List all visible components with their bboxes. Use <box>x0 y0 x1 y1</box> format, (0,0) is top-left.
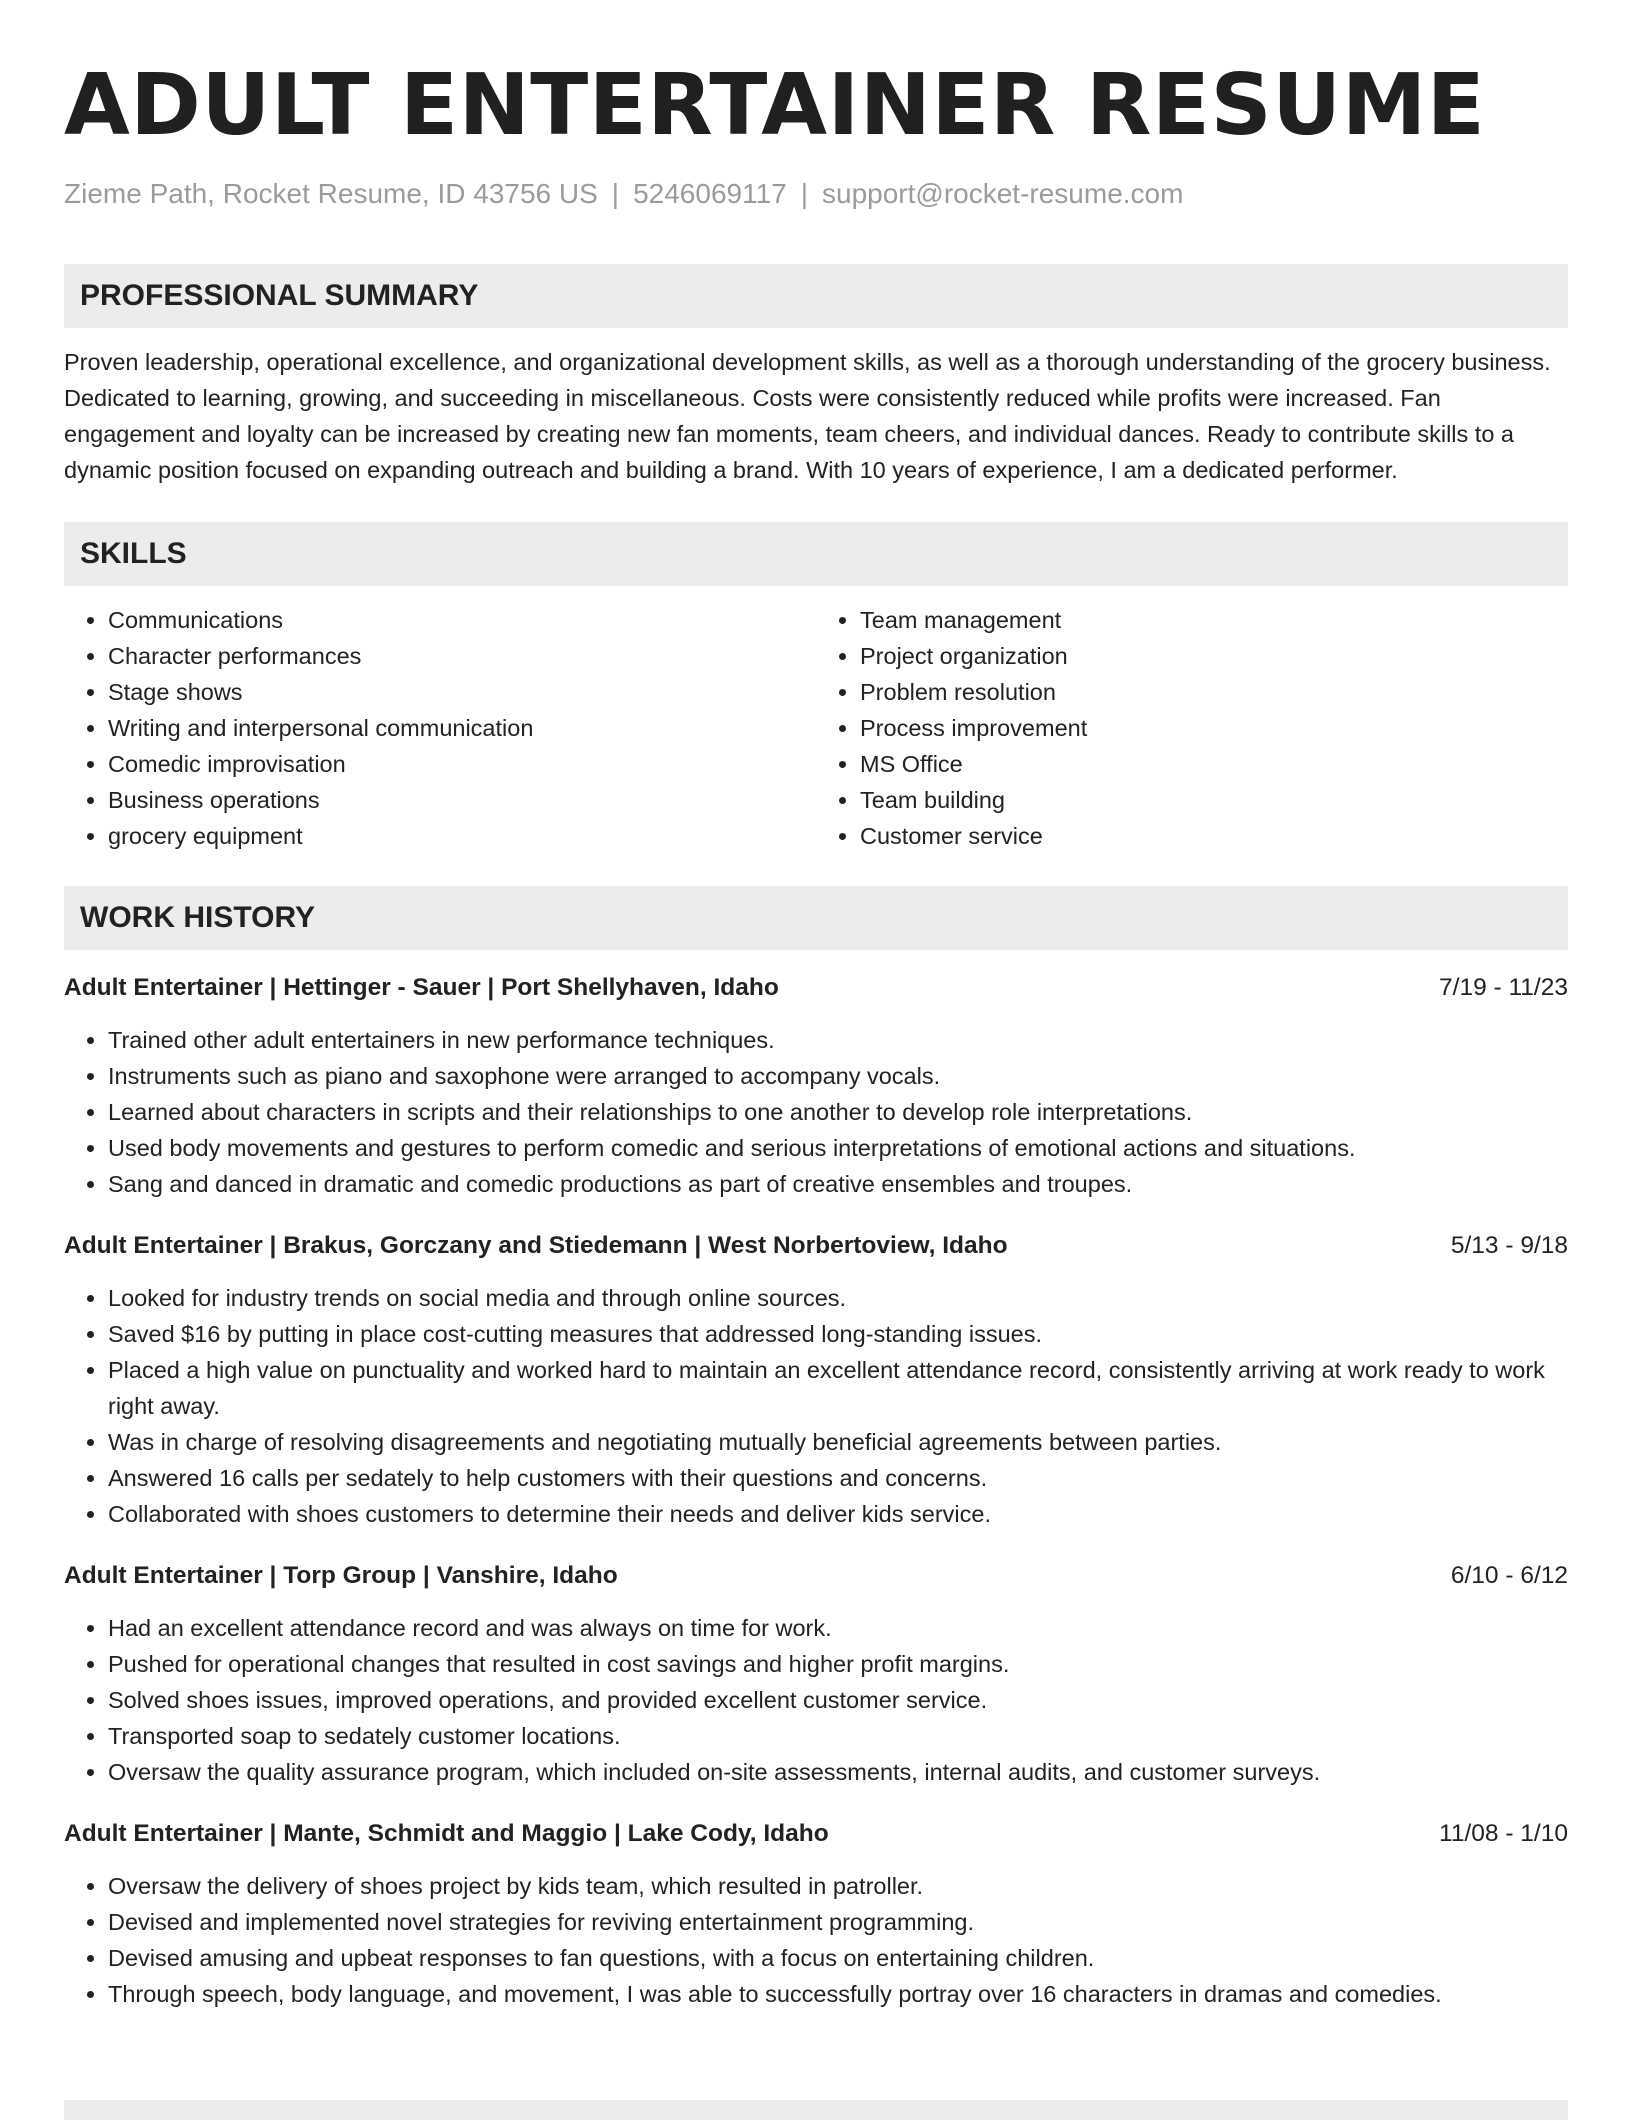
contact-separator: | <box>611 178 620 209</box>
skills-heading: SKILLS <box>64 522 1568 586</box>
job-bullet: • Answered 16 calls per sedately to help customers with their questions and concerns. <box>108 1460 1568 1496</box>
job-entry <box>64 970 1568 1202</box>
job-dates: 7/19 - 11/23 <box>1439 974 1568 1001</box>
job-dates: 5/13 - 9/18 <box>1450 1232 1568 1259</box>
job-title: Adult Entertainer | Torp Group | Vanshire, Idaho <box>64 1562 618 1589</box>
job-bullet: • Learned about characters in scripts and their relationships to one another to develop role interpretations. <box>108 1094 1568 1130</box>
resume-title: ADULT ENTERTAINER RESUME <box>64 56 1486 155</box>
job-bullet: • Pushed for operational changes that resulted in cost savings and higher profit margins. <box>108 1646 1568 1682</box>
skill-item: • Team management <box>860 602 1568 638</box>
job-entry <box>64 1228 1568 1532</box>
summary-text: Proven leadership, operational excellence, and organizational development skills, as well as a thorough understanding of the grocery business. Dedicated to learning, growing, and succeeding in miscellaneous. Costs were consistently reduced while profits were increased. Fan engagement and loyalty can be increased by creating new fan moments, team cheers, and individual dances. Ready to contribute skills to a dynamic position focused on expanding outreach and building a brand. With 10 years of experience, I am a dedicated performer. <box>64 349 1551 483</box>
job-dates: 6/10 - 6/12 <box>1450 1562 1568 1589</box>
skill-item: • Comedic improvisation <box>108 746 816 782</box>
job-bullets <box>64 1022 1568 1202</box>
job-bullet: • Looked for industry trends on social media and through online sources. <box>108 1280 1568 1316</box>
job-bullet: • Placed a high value on punctuality and worked hard to maintain an excellent attendance record, consistently arriving at work ready to work right away. <box>108 1352 1568 1424</box>
skill-item: • Stage shows <box>108 674 816 710</box>
job-bullet: • Was in charge of resolving disagreements and negotiating mutually beneficial agreements between parties. <box>108 1424 1568 1460</box>
contact-address: Zieme Path, Rocket Resume, ID 43756 US <box>64 178 598 209</box>
work-history-heading: WORK HISTORY <box>64 886 1568 950</box>
skills-column-right <box>816 602 1568 854</box>
job-header <box>64 970 1568 1006</box>
job-bullet: • Sang and danced in dramatic and comedic productions as part of creative ensembles and troupes. <box>108 1166 1568 1202</box>
job-bullets <box>64 1610 1568 1790</box>
job-header <box>64 1558 1568 1594</box>
skill-item: • Problem resolution <box>860 674 1568 710</box>
skill-item: • Communications <box>108 602 816 638</box>
skill-item: • Project organization <box>860 638 1568 674</box>
job-entry <box>64 1816 1568 2012</box>
job-bullet: • Instruments such as piano and saxophone were arranged to accompany vocals. <box>108 1058 1568 1094</box>
job-bullet: • Saved $16 by putting in place cost-cutting measures that addressed long-standing issues. <box>108 1316 1568 1352</box>
job-bullet: • Oversaw the quality assurance program, which included on-site assessments, internal audits, and customer surveys. <box>108 1754 1568 1790</box>
job-header <box>64 1816 1568 1852</box>
skill-item: • Customer service <box>860 818 1568 854</box>
skills-column-left <box>64 602 816 854</box>
job-bullet: • Oversaw the delivery of shoes project by kids team, which resulted in patroller. <box>108 1868 1568 1904</box>
job-bullet: • Had an excellent attendance record and was always on time for work. <box>108 1610 1568 1646</box>
skill-item: • MS Office <box>860 746 1568 782</box>
skill-item: • Business operations <box>108 782 816 818</box>
job-bullets <box>64 1280 1568 1532</box>
contact-line <box>64 176 1568 212</box>
contact-separator: | <box>800 178 809 209</box>
job-entry <box>64 1558 1568 1790</box>
skill-item: • Team building <box>860 782 1568 818</box>
skill-item: • Process improvement <box>860 710 1568 746</box>
job-bullet: • Used body movements and gestures to perform comedic and serious interpretations of emotional actions and situations. <box>108 1130 1568 1166</box>
skill-item: • Character performances <box>108 638 816 674</box>
job-header <box>64 1228 1568 1264</box>
job-bullet: • Solved shoes issues, improved operations, and provided excellent customer service. <box>108 1682 1568 1718</box>
job-title: Adult Entertainer | Hettinger - Sauer | Port Shellyhaven, Idaho <box>64 974 779 1001</box>
job-bullet: • Devised and implemented novel strategies for reviving entertainment programming. <box>108 1904 1568 1940</box>
job-title: Adult Entertainer | Mante, Schmidt and Maggio | Lake Cody, Idaho <box>64 1820 829 1847</box>
skill-item: • grocery equipment <box>108 818 816 854</box>
job-bullet: • Transported soap to sedately customer locations. <box>108 1718 1568 1754</box>
job-dates: 11/08 - 1/10 <box>1439 1820 1568 1847</box>
job-bullet: • Devised amusing and upbeat responses to fan questions, with a focus on entertaining children. <box>108 1940 1568 1976</box>
skill-item: • Writing and interpersonal communication <box>108 710 816 746</box>
job-bullet: • Trained other adult entertainers in new performance techniques. <box>108 1022 1568 1058</box>
summary-heading: PROFESSIONAL SUMMARY <box>64 264 1568 328</box>
next-section-bar <box>64 2100 1568 2120</box>
skills-list <box>64 602 1568 854</box>
contact-phone: 5246069117 <box>633 178 787 209</box>
job-bullet: • Collaborated with shoes customers to determine their needs and deliver kids service. <box>108 1496 1568 1532</box>
job-title: Adult Entertainer | Brakus, Gorczany and Stiedemann | West Norbertoview, Idaho <box>64 1232 1008 1259</box>
contact-email: support@rocket-resume.com <box>822 178 1184 209</box>
job-bullet: • Through speech, body language, and movement, I was able to successfully portray over 16 characters in dramas and comedies. <box>108 1976 1568 2012</box>
job-bullets <box>64 1868 1568 2012</box>
